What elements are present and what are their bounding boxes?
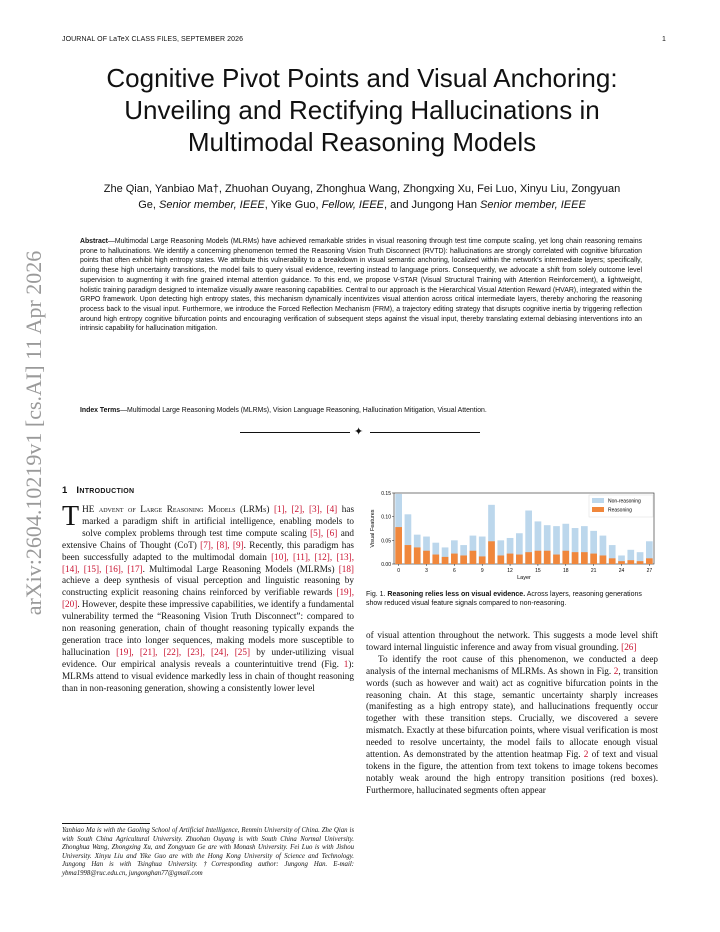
citation-link[interactable]: [18] bbox=[338, 563, 354, 574]
x-tick-label: 3 bbox=[425, 568, 428, 574]
bar-reasoning bbox=[460, 555, 467, 564]
bar-reasoning bbox=[562, 551, 569, 564]
x-tick-label: 0 bbox=[397, 568, 401, 574]
x-tick-label: 12 bbox=[507, 568, 513, 574]
arxiv-stamp: arXiv:2604.10219v1 [cs.AI] 11 Apr 2026 bbox=[21, 250, 46, 616]
bar-reasoning bbox=[497, 555, 504, 564]
bar-reasoning bbox=[609, 558, 616, 564]
bar-reasoning bbox=[395, 527, 402, 564]
citation-link[interactable]: [26] bbox=[621, 641, 637, 652]
figure-link[interactable]: 2 bbox=[583, 749, 589, 760]
index-terms bbox=[80, 406, 642, 416]
x-tick-label: 6 bbox=[452, 568, 456, 574]
x-tick-label: 18 bbox=[563, 568, 569, 574]
abstract bbox=[80, 237, 642, 334]
author-line-1: Zhe Qian, Yanbiao Ma†, Zhuohan Ouyang, Zhonghua Wang, Zhongxing Xu, Fei Luo, Xinyu Liu, Zongyuan bbox=[103, 183, 621, 195]
bar-reasoning bbox=[442, 557, 449, 564]
x-axis-label: Layer bbox=[517, 575, 531, 581]
citation-link[interactable]: [5], [6] bbox=[310, 527, 338, 538]
bar-reasoning bbox=[572, 552, 579, 564]
bar-reasoning bbox=[581, 552, 588, 564]
figure-caption: Fig. 1. Reasoning relies less on visual evidence. Across layers, reasoning generations show reduced visual feature signals compared to non-reasoning. bbox=[366, 591, 642, 607]
x-tick-label: 27 bbox=[646, 568, 653, 574]
abstract-text: —Multimodal Large Reasoning Models (MLRMs) have achieved remarkable strides in visual reasoning through test time compute scaling, yet long chain reasoning remains prone to hallucinations. We identify a concerning phenomenon termed the Reasoning Vision Truth Disconnect (RVTD): hallucinations are strongly correlated with cognitive bifurcation points that often exhibit high entropy states. We attribute this vulnerability to a breakdown in visual semantic anchoring, localized within the network's intermediate layers; specifically, during these high uncertainty transitions, the model fails to query visual evidence, reverting instead to language priors. Consequently, we advocate a shift from solely outcome level supervision to augmenting it with fine grained internal attention guidance. To this end, we propose V-STAR (Visual Structural Training with Attention Reinforcement), a lightweight, holistic training paradigm designed to internalize visually aware reasoning capabilities. Central to our approach is the Hierarchical Visual Attention Reward (HVAR), integrated within the GRPO framework. Upon detecting high entropy states, this mechanism dynamically incentivizes visual attention across critical intermediate layers, thereby anchoring the reasoning process back to the visual input. Furthermore, we introduce the Forced Reflection Mechanism (FRM), a trajectory editing strategy that disrupts cognitive inertia by triggering reflection around high entropy cognitive bifurcation points and encouraging verification of subsequent steps against the visual input, thereby translating external debiasing interventions into an intrinsic capability for hallucination mitigation. bbox=[80, 238, 642, 333]
y-axis-label: Visual Features bbox=[370, 509, 376, 548]
bar-reasoning bbox=[507, 554, 514, 564]
bar-reasoning bbox=[516, 555, 523, 564]
bar-reasoning bbox=[525, 552, 532, 564]
running-head bbox=[62, 36, 666, 43]
bar-chart bbox=[366, 487, 658, 587]
x-tick-label: 24 bbox=[618, 568, 625, 574]
figure-1 bbox=[366, 487, 658, 587]
affiliation-footnote: Yanbiao Ma is with the Gaoling School of Artificial Intelligence, Renmin University of China. Zhe Qian is with South China Agricultural University. Zhuohan Ouyang is with South China Normal University. Zhonghua Wang, Zhongxing Xu, and Zongyuan Ge are with Monash University. Fei Luo is with Jishou University. Xinyu Liu and Yike Guo are with the Hong Kong University of Science and Technology. Jungong Han is with Tsinghua University. †Corresponding author: Jungong Han. E-mail: ybma1998@ruc.edu.cn, jungonghan77@gmail.com bbox=[62, 827, 354, 877]
figure-link[interactable]: 2 bbox=[613, 665, 619, 676]
journal-name: JOURNAL OF LaTeX CLASS FILES, SEPTEMBER 2026 bbox=[62, 36, 244, 43]
bar-reasoning bbox=[535, 551, 542, 564]
y-tick-label: 0.10 bbox=[381, 514, 391, 521]
bar-reasoning bbox=[414, 547, 421, 564]
legend-label: Reasoning bbox=[608, 507, 632, 514]
bar-reasoning bbox=[451, 554, 458, 564]
citation-link[interactable]: [1], [2], [3], [4] bbox=[273, 504, 338, 514]
author-line-2: Ge, Senior member, IEEE, Yike Guo, Fellow, IEEE, and Jungong Han Senior member, IEEE bbox=[138, 198, 586, 211]
bar-reasoning bbox=[470, 551, 477, 564]
bar-reasoning bbox=[479, 556, 486, 564]
citation-link[interactable]: [19], [21], [22], [23], [24], [25] bbox=[116, 646, 251, 657]
bar-reasoning bbox=[405, 545, 412, 564]
drop-cap: T bbox=[62, 501, 80, 532]
x-tick-label: 15 bbox=[535, 568, 541, 574]
x-tick-label: 9 bbox=[480, 568, 484, 574]
bar-reasoning bbox=[600, 555, 607, 564]
index-terms-text: —Multimodal Large Reasoning Models (MLRMs), Vision Language Reasoning, Hallucination Mitigation, Visual Attention. bbox=[120, 407, 487, 414]
intro-left-column: THE advent of Large Reasoning Models (LRMs) [1], [2], [3], [4] has marked a paradigm shift in artificial intelligence, enabling models to solve complex problems through test time compute scaling [5], [6] and extensive Chains of Thought (CoT) [7], [8], [9]. Recently, this paradigm has been successfully adapted to the multimodal domain [10], [11], [12], [13], [14], [15], [16], [17]. Multimodal Large Reasoning Models (MLRMs) [18] achieve a deep synthesis of visual perception and linguistic reasoning by constructing explicit reasoning chains reinforced by verifiable rewards [19], [20]. However, despite these impressive capabilities, we identify a fundamental vulnerability termed the “Reasoning Vision Truth Disconnect”: compared to non reasoning generation, chain of thought reasoning typically expands the generation trace into longer sequences, making models more susceptible to hallucination [19], [21], [22], [23], [24], [25] by under-utilizing visual evidence. Our empirical analysis reveals a counterintuitive trend (Fig. 1): MLRMs attend to visual evidence markedly less in chain of thought reasoning than in non-reasoning generation, showing a consistently lower level bbox=[62, 501, 355, 693]
abstract-label: Abstract bbox=[80, 238, 108, 245]
y-tick-label: 0.15 bbox=[381, 491, 391, 497]
footnote-rule bbox=[62, 823, 150, 824]
citation-link[interactable]: [7], [8], [9] bbox=[200, 539, 244, 550]
intro-right-column: of visual attention throughout the network. This suggests a mode level shift toward internal linguistic inference and away from visual grounding. [26] To identify the root cause of this phenomenon, we conducted a deep analysis of the internal mechanisms of MLRMs. As shown in Fig. 2, transition words (such as however and wait) act as cognitive bifurcation points in the reasoning chain. At this stage, semantic uncertainty sharply increases (manifesting as a high entropy state), and hallucinations frequently occur together with these transition steps. Crucially, we discovered a severe mismatch. Exactly at these bifurcation points, where visual verification is most needed to resolve uncertainty, the model fails to allocate enough visual attention. As demonstrated by the attention heatmap Fig. 2 of text and visual tokens in the figure, the attention from text tokens to image tokens becomes notably weak around the high entropy transition positions (red boxes). Furthermore, hallucinated segments often appear bbox=[366, 630, 658, 795]
y-tick-label: 0.00 bbox=[381, 562, 391, 568]
legend-swatch bbox=[592, 507, 604, 512]
bar-reasoning bbox=[423, 551, 430, 564]
citation-link[interactable]: [19], [20] bbox=[62, 587, 354, 610]
index-terms-label: Index Terms bbox=[80, 407, 121, 414]
paper-title: Cognitive Pivot Points and Visual Anchoring: Unveiling and Rectifying Hallucinations in Multimodal Reasoning Models bbox=[106, 63, 618, 157]
y-tick-label: 0.05 bbox=[381, 538, 391, 545]
divider-diamond-icon: ✦ bbox=[354, 426, 364, 438]
author-list bbox=[62, 182, 662, 213]
bar-reasoning bbox=[646, 558, 653, 564]
bar-reasoning bbox=[432, 555, 439, 564]
legend-label: Non-reasoning bbox=[608, 498, 641, 505]
legend-swatch bbox=[592, 498, 604, 503]
figure-link[interactable]: 1 bbox=[343, 658, 349, 669]
bar-reasoning bbox=[637, 561, 644, 564]
page-number: 1 bbox=[662, 36, 666, 43]
bar-reasoning bbox=[627, 560, 634, 564]
bar-reasoning bbox=[488, 541, 495, 564]
bar-reasoning bbox=[553, 555, 560, 564]
citation-link[interactable]: [10], [11], [12], [13], [14], [15], [16], [17] bbox=[62, 551, 354, 574]
section-divider bbox=[240, 428, 480, 438]
bar-reasoning bbox=[618, 561, 625, 564]
bar-reasoning bbox=[544, 551, 551, 564]
x-tick-label: 21 bbox=[590, 568, 597, 574]
section-heading: 1 Introduction bbox=[62, 485, 135, 496]
bar-reasoning bbox=[590, 554, 597, 564]
